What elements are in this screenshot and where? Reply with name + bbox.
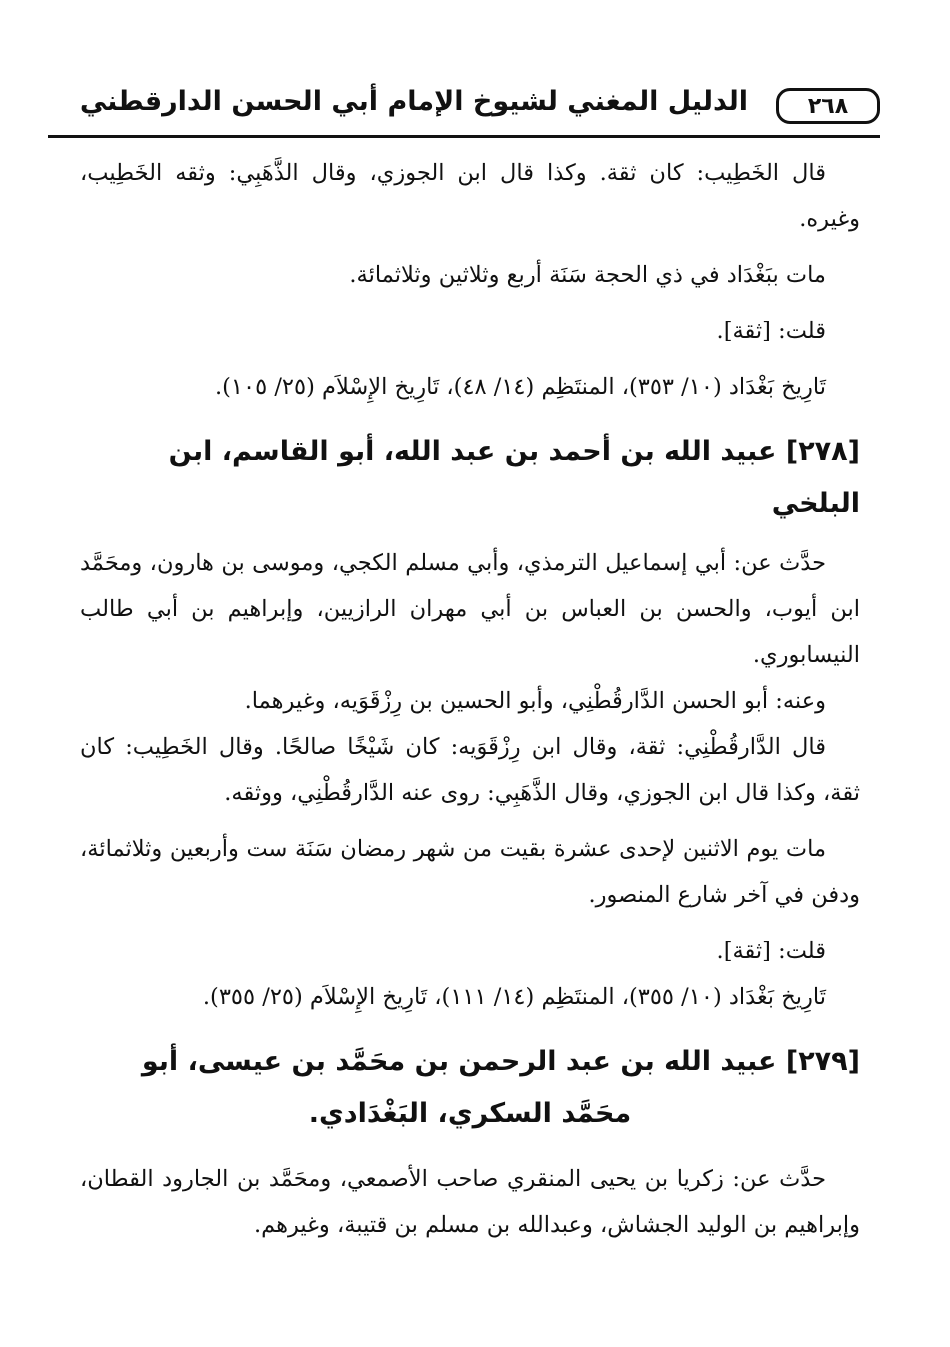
paragraph-verdict: قلت: [ثقة]. [716,318,826,344]
paragraph-verdict: قلت: [ثقة]. [716,938,826,964]
running-header [48,82,880,132]
book-title: الدليل المغني لشيوخ الإمام أبي الحسن الدارقطني [79,86,748,117]
header-divider [48,135,880,138]
paragraph-sources: تَارِيخ بَغْدَاد (١٠/ ٣٥٣)، المنتَظِم (١٤/ ٤٨)، تَارِيخ الإِسْلاَم (٢٥/ ١٠٥). [214,374,826,400]
entry-heading-279: [٢٧٩] عبيد الله بن عبد الرحمن بن محَمَّد بن عيسى، أبو محَمَّد السكري، البَغْدَادي. [141,1046,860,1129]
paragraph-death: مات يوم الاثنين لإحدى عشرة بقيت من شهر رمضان سَنَة ست وأربعين وثلاثمائة، ودفن في آخر شارع المنصور. [80,836,860,908]
page-body [80,150,860,1248]
paragraph-teachers: حدَّث عن: أبي إسماعيل الترمذي، وأبي مسلم الكجي، وموسى بن هارون، ومحَمَّد ابن أيوب، والحسن بن العباس بن أبي مهران الرازيين، وإبراهيم بن أبي طالب النيسابوري. [80,550,860,668]
entry-heading-278: [٢٧٨] عبيد الله بن أحمد بن عبد الله، أبو القاسم، ابن البلخي [168,436,860,519]
paragraph-death: مات ببَغْدَاد في ذي الحجة سَنَة أربع وثلاثين وثلاثمائة. [349,262,826,288]
paragraph-trustworthiness: قال الخَطِيب: كان ثقة. وكذا قال ابن الجوزي، وقال الذَّهَبِي: وثقه الخَطِيب، وغيره. [80,160,860,232]
paragraph-sources: تَارِيخ بَغْدَاد (١٠/ ٣٥٥)، المنتَظِم (١٤/ ١١١)، تَارِيخ الإِسْلاَم (٢٥/ ٣٥٥). [202,984,826,1010]
paragraph-teachers: حدَّث عن: زكريا بن يحيى المنقري صاحب الأصمعي، ومحَمَّد بن الجارود القطان، وإبراهيم بن الوليد الجشاش، وعبدالله بن مسلم بن قتيبة، وغيرهم. [80,1166,860,1238]
paragraph-students: وعنه: أبو الحسن الدَّارقُطْنِي، وأبو الحسين بن رِزْقَوَيه، وغيرهما. [244,688,826,714]
page-number: ٢٦٨ [776,88,880,124]
paragraph-trustworthiness: قال الدَّارقُطْنِي: ثقة، وقال ابن رِزْقَوَيه: كان شَيْخًا صالحًا. وقال الخَطِيب: كان ثقة، وكذا قال ابن الجوزي، وقال الذَّهَبِي: روى عنه الدَّارقُطْنِي، ووثقه. [80,734,860,806]
